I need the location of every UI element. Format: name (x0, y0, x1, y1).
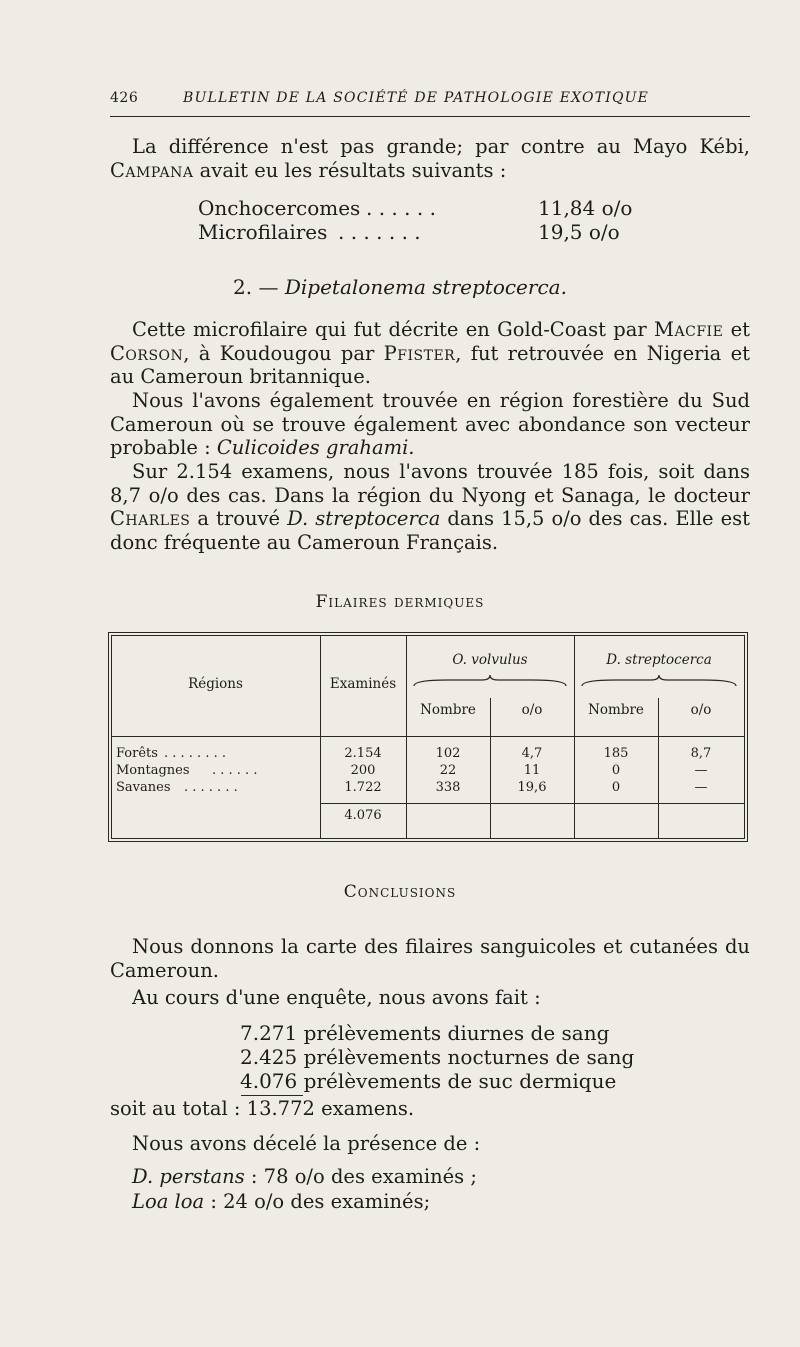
header-o-volvulus: O. volvulus (452, 652, 528, 668)
list-item: Microfilaires . . . . . . . 19,5 o/o (198, 220, 620, 244)
header-regions: Régions (188, 676, 243, 692)
header-examines: Examinés (329, 676, 397, 692)
paragraph: Au cours d'une enquête, nous avons fait : (132, 986, 541, 1009)
list-item: Loa loa : 24 o/o des examinés; (132, 1190, 431, 1213)
intro-paragraph: La différence n'est pas grande; par contre au Mayo Kébi, Campana avait eu les résultats suivants : (110, 135, 750, 182)
list-item: 2.425 prélèvements nocturnes de sang (240, 1045, 635, 1069)
section-heading: 2. — Dipetalonema streptocerca. (233, 275, 567, 299)
author-name: Campana (110, 158, 194, 182)
brace-icon (408, 674, 572, 690)
running-title: BULLETIN DE LA SOCIÉTÉ DE PATHOLOGIE EXOTIQUE (183, 90, 650, 106)
paragraph: Sur 2.154 examens, nous l'avons trouvée 185 fois, soit dans 8,7 o/o des cas. Dans la région du Nyong et Sanaga, le docteur Charles a trouvé D. streptocerca dans 15,5 o/o des cas. Elle est donc fréquente au Cameroun Français. (110, 460, 750, 554)
paragraph: Nous donnons la carte des filaires sanguicoles et cutanées du Cameroun. (110, 935, 750, 982)
sum-rule (241, 1095, 303, 1096)
table-total: 4.076 (344, 808, 382, 823)
samples-list (240, 1021, 660, 1093)
list-item: D. perstans : 78 o/o des examinés ; (132, 1165, 477, 1188)
list-item: 4.076 prélèvements de suc dermique (240, 1069, 617, 1093)
list-item: Onchocercomes . . . . . . 11,84 o/o (198, 196, 633, 220)
paragraph: Cette microfilaire qui fut décrite en Gold-Coast par Macfie et Corson, à Koudougou par Pfister, fut retrouvée en Nigeria et au Cameroun britannique. (110, 318, 751, 389)
subheader-nombre: Nombre (420, 702, 476, 718)
section-heading: Conclusions (343, 882, 457, 902)
running-header (110, 90, 750, 117)
data-table: Régions Examinés O. volvulus D. streptocerca Nombre o/o Nombre o/o Forêts . . . . . . . . 2.154 102 4,7 185 8,7 Montagnes . . . . . . 200 22 11 0 — Savanes . . . . . . . 1.722 338 19,6 0 — 4.076 (108, 632, 748, 842)
brace-icon (576, 674, 742, 690)
paragraph: Nous avons décelé la présence de : (132, 1132, 481, 1155)
results-list (198, 196, 678, 244)
paragraph: Nous l'avons également trouvée en région forestière du Sud Cameroun où se trouve également avec abondance son vecteur probable : Culicoides grahami. (110, 389, 750, 460)
subheader-pct: o/o (521, 702, 543, 718)
header-d-streptocerca: D. streptocerca (606, 652, 712, 668)
table-title: Filaires dermiques (315, 592, 485, 612)
page-number: 426 (110, 90, 139, 106)
subheader-pct: o/o (690, 702, 712, 718)
subheader-nombre: Nombre (588, 702, 644, 718)
list-item: 7.271 prélèvements diurnes de sang (240, 1021, 610, 1045)
total-line: soit au total : 13.772 examens. (110, 1097, 415, 1120)
